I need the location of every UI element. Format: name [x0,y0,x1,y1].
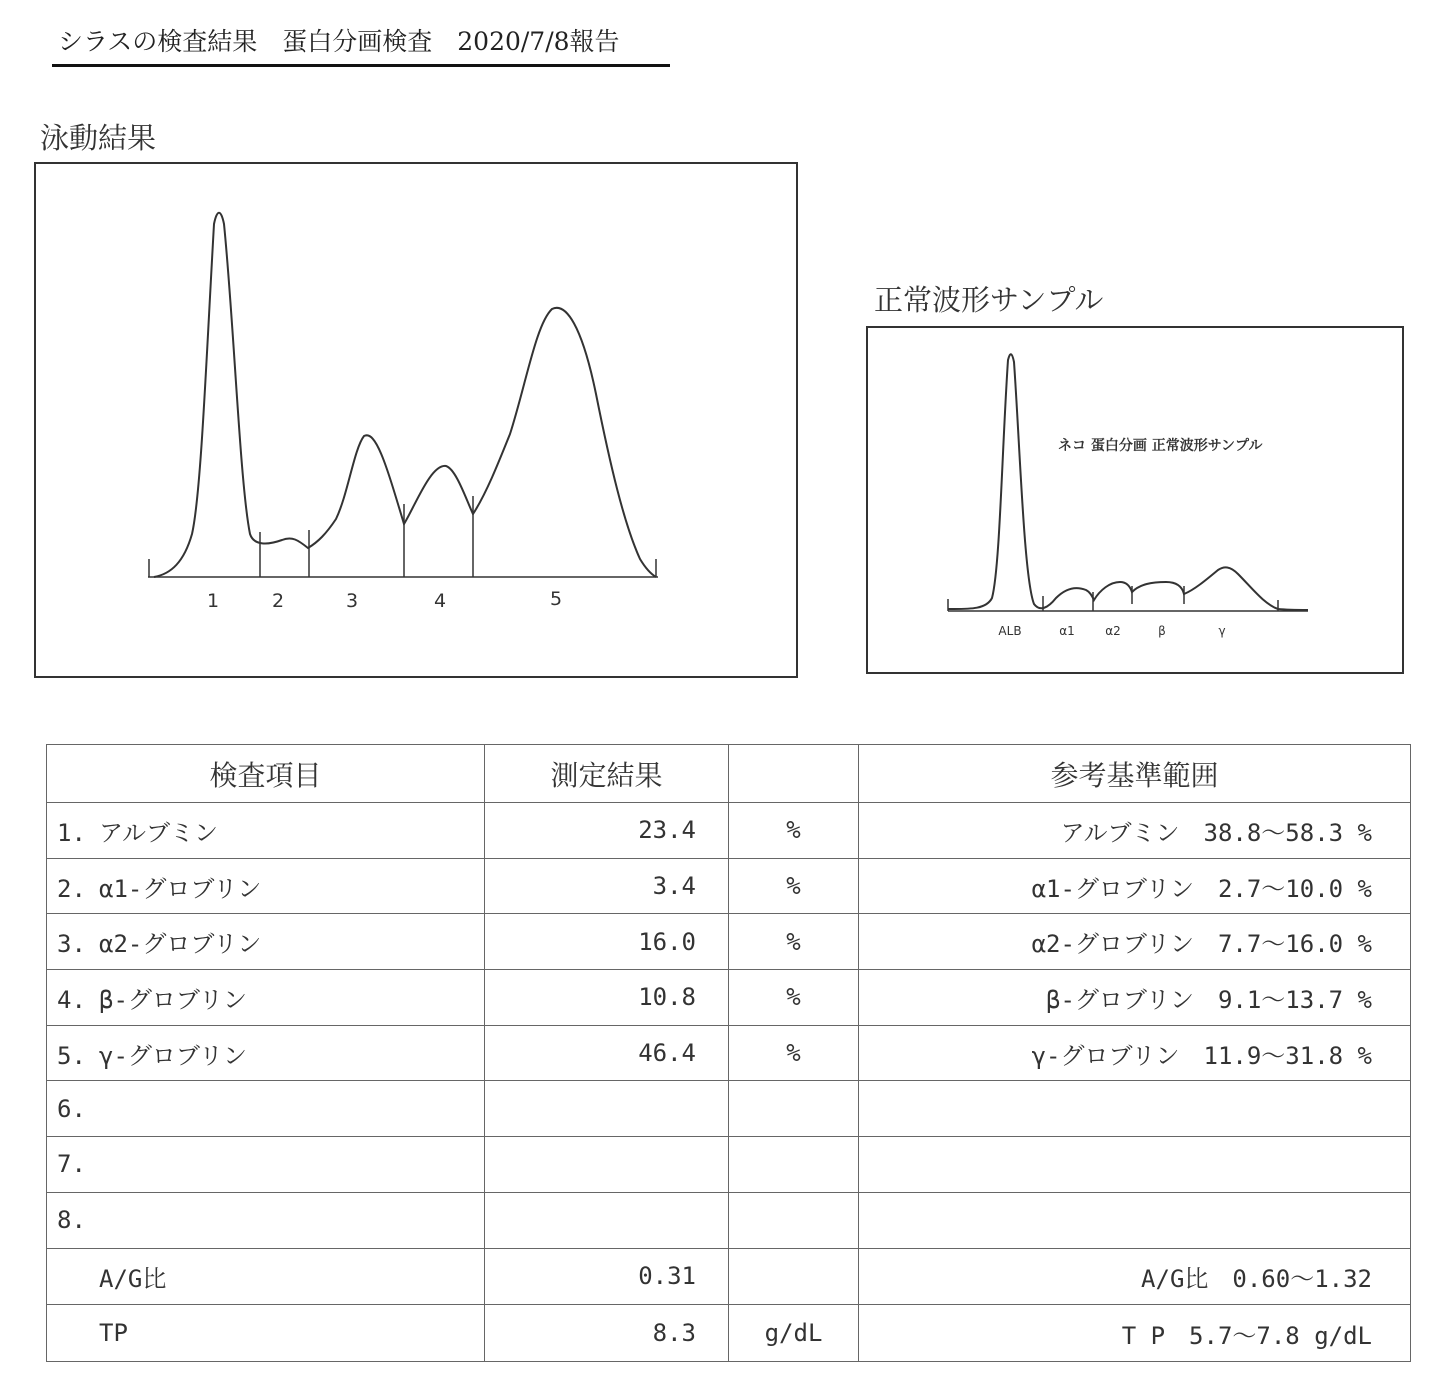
sample-label-b: β [1158,624,1166,638]
item-cell [47,1137,485,1193]
ag-ratio-reference: A/G比 0.60～1.32 [859,1248,1411,1305]
fraction-label-4: 4 [433,590,447,612]
tp-label: TP [47,1305,485,1362]
reference-range: γ-グロブリン 11.9～31.8 % [859,1025,1411,1081]
ag-ratio-row [47,1248,1411,1305]
tp-reference: T P 5.7～7.8 g/dL [859,1305,1411,1362]
row-number: 2. [57,874,86,903]
item-name: γ-グロブリン [99,1041,247,1070]
tp-value: 8.3 [485,1305,729,1362]
sample-label-g: γ [1218,624,1226,638]
result-unit: % [729,803,859,859]
table-row [47,970,1411,1026]
row-number: 4. [57,985,86,1014]
table-row [47,858,1411,914]
row-number: 3. [57,930,86,959]
fraction-label-1: 1 [206,590,220,612]
item-name: α2-グロブリン [99,930,262,959]
normal-sample-graph [868,328,1402,672]
reference-range [859,1081,1411,1137]
header-result: 測定結果 [485,745,729,803]
reference-range [859,1192,1411,1248]
table-row [47,1137,1411,1193]
title-underline [52,64,670,67]
reference-range: β-グロブリン 9.1～13.7 % [859,970,1411,1026]
table-header-row [47,745,1411,803]
normal-sample-panel [866,326,1404,674]
result-unit: % [729,970,859,1026]
item-cell [47,858,485,914]
electrophoresis-graph [36,164,796,676]
table-row [47,914,1411,970]
item-name: α1-グロブリン [99,874,262,903]
reference-range [859,1137,1411,1193]
table-row [47,803,1411,859]
item-cell [47,803,485,859]
result-value: 16.0 [485,914,729,970]
results-table [46,744,1411,1362]
table-row [47,1025,1411,1081]
row-number: 7. [57,1150,86,1179]
normal-sample-heading: 正常波形サンプル [874,283,1104,317]
header-item: 検査項目 [47,745,485,803]
report-title: シラスの検査結果 蛋白分画検査 2020/7/8報告 [58,27,620,56]
sample-label-a2: α2 [1105,624,1121,638]
row-number: 6. [57,1094,86,1123]
item-cell [47,970,485,1026]
result-value: 10.8 [485,970,729,1026]
result-value [485,1137,729,1193]
tp-row [47,1305,1411,1362]
normal-sample-inner-title: ネコ 蛋白分画 正常波形サンプル [1058,438,1263,454]
header-unit [729,745,859,803]
row-number: 8. [57,1206,86,1235]
ag-ratio-unit [729,1248,859,1305]
item-cell [47,1192,485,1248]
result-value: 23.4 [485,803,729,859]
item-cell [47,1081,485,1137]
header-reference: 参考基準範囲 [859,745,1411,803]
result-value: 46.4 [485,1025,729,1081]
item-name: β-グロブリン [99,985,247,1014]
result-value: 3.4 [485,858,729,914]
result-unit [729,1192,859,1248]
ag-ratio-value: 0.31 [485,1248,729,1305]
table-row [47,1192,1411,1248]
fraction-label-2: 2 [271,590,285,612]
table-row [47,1081,1411,1137]
result-unit: % [729,1025,859,1081]
result-unit: % [729,914,859,970]
result-value [485,1081,729,1137]
item-cell [47,914,485,970]
result-unit: % [729,858,859,914]
normal-sample-curve [948,354,1308,610]
result-value [485,1192,729,1248]
item-cell [47,1025,485,1081]
item-name: アルブミン [99,818,219,847]
row-number: 1. [57,818,86,847]
electrophoresis-curve [154,213,656,577]
ag-ratio-label: A/G比 [47,1248,485,1305]
electrophoresis-panel [34,162,798,678]
reference-range: α1-グロブリン 2.7～10.0 % [859,858,1411,914]
sample-label-alb: ALB [998,624,1022,638]
reference-range: α2-グロブリン 7.7～16.0 % [859,914,1411,970]
reference-range: アルブミン 38.8～58.3 % [859,803,1411,859]
row-number: 5. [57,1041,86,1070]
fraction-label-5: 5 [549,588,563,610]
fraction-label-3: 3 [345,590,359,612]
result-unit [729,1081,859,1137]
result-unit [729,1137,859,1193]
sample-label-a1: α1 [1059,624,1075,638]
tp-unit: g/dL [729,1305,859,1362]
electrophoresis-heading: 泳動結果 [40,121,157,155]
